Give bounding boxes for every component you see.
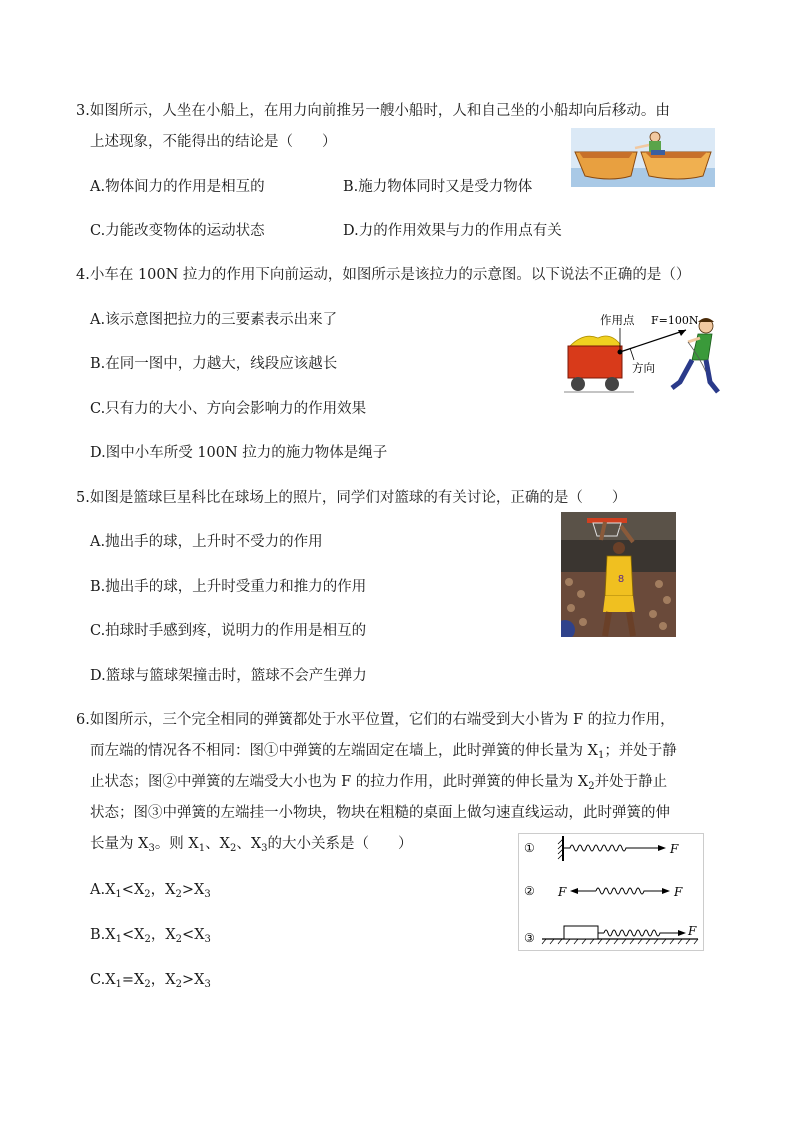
q6-stem-line-4: 状态；图③中弹簧的左端挂一小物块，物块在粗糙的桌面上做匀速直线运动，此时弹簧的伸: [90, 805, 670, 821]
q4-option-d: D.图中小车所受 100N 拉力的施力物体是绳子: [90, 445, 388, 461]
basketball-photo: [561, 512, 676, 637]
label-force-2-right: F: [674, 885, 683, 899]
q5-option-d: D.篮球与篮球架撞击时，篮球不会产生弹力: [90, 668, 367, 684]
q5-option-a: A.抛出手的球，上升时不受力的作用: [90, 534, 323, 550]
q4-option-b: B.在同一图中，力越大，线段应该越长: [90, 356, 338, 372]
q6-stem-line-3: 止状态；图②中弹簧的左端受大小也为 F 的拉力作用，此时弹簧的伸长量为 $X_2$并处于静止: [90, 774, 668, 792]
label-application-point: 作用点: [600, 313, 635, 327]
springs-figure: [518, 833, 704, 951]
cart-figure: [564, 308, 724, 403]
q4-option-a: A.该示意图把拉力的三要素表示出来了: [90, 312, 338, 328]
q5-option-c: C.拍球时手感到疼，说明力的作用是相互的: [90, 623, 367, 639]
q3-stem-line-1: 3.如图所示，人坐在小船上，在用力向前推另一艘小船时，人和自己坐的小船却向后移动。由: [76, 103, 670, 119]
q6-option-a: $A.X_1<X_2$，$X_2>X_3$: [90, 882, 211, 900]
q6-stem-line-5: 长量为 $X_3$。则 $X_1$、$X_2$、$X_3$的大小关系是（ ）: [90, 836, 413, 854]
label-direction: 方向: [632, 361, 655, 375]
q6-option-c: $C.X_1=X_2$，$X_2>X_3$: [90, 972, 211, 990]
block: [564, 926, 598, 939]
boats-figure: [571, 128, 715, 187]
q5-option-b: B.抛出手的球，上升时受重力和推力的作用: [90, 579, 367, 595]
q6-stem-line-2: 而左端的情况各不相同：图①中弹簧的左端固定在墙上，此时弹簧的伸长量为 $X_1$；并处于静: [90, 743, 677, 761]
q3-option-c: C.力能改变物体的运动状态: [90, 223, 265, 239]
q3-option-d: D.力的作用效果与力的作用点有关: [343, 223, 562, 239]
q4-option-c: C.只有力的大小、方向会影响力的作用效果: [90, 401, 367, 417]
jersey-number: 8: [617, 574, 625, 585]
label-fig-1: ①: [524, 841, 535, 855]
q4-stem: 4.小车在 100N 拉力的作用下向前运动，如图所示是该拉力的示意图。以下说法不正确的是（）: [76, 267, 691, 283]
q5-stem: 5.如图是篮球巨星科比在球场上的照片，同学们对篮球的有关讨论，正确的是（ ）: [76, 490, 627, 506]
label-force-3: F: [688, 924, 697, 938]
label-fig-2: ②: [524, 884, 535, 898]
q3-option-b: B.施力物体同时又是受力物体: [343, 179, 533, 195]
label-force-1: F: [670, 842, 679, 856]
label-fig-3: ③: [524, 931, 535, 945]
q3-option-a: A.物体间力的作用是相互的: [90, 179, 265, 195]
label-force-2-left: F: [558, 885, 567, 899]
q3-stem-line-2: 上述现象，不能得出的结论是（ ）: [90, 134, 337, 150]
q6-stem-line-1: 6.如图所示，三个完全相同的弹簧都处于水平位置，它们的右端受到大小皆为 F 的拉力作用，: [76, 712, 675, 728]
label-force: F=100N: [651, 314, 699, 327]
q6-option-b: $B.X_1<X_2$，$X_2<X_3$: [90, 927, 211, 945]
